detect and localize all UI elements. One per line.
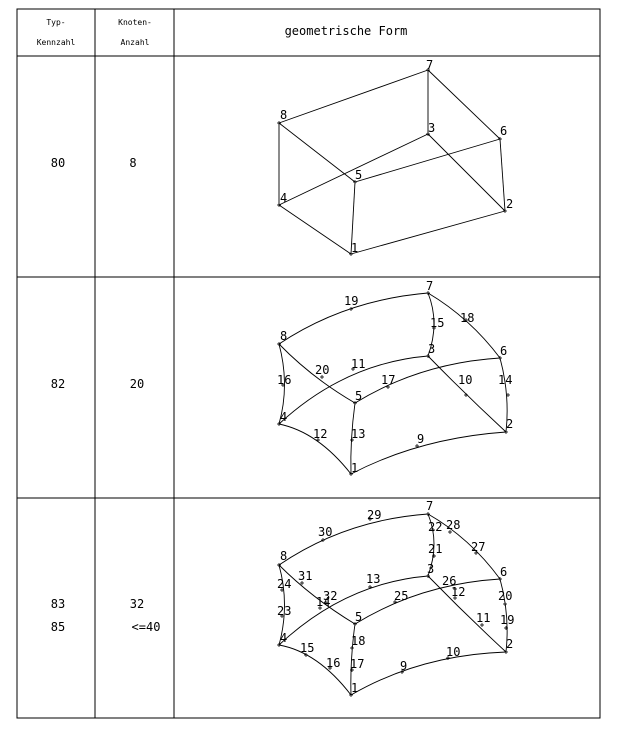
hexahedron-20-node-figure xyxy=(277,279,513,476)
hex32-node-label: 2 xyxy=(506,637,514,651)
hex20-node-label: 15 xyxy=(430,316,445,330)
row2-typ: 82 xyxy=(50,377,66,391)
row3-typ: 83 xyxy=(50,597,66,611)
hex32-node-label: 12 xyxy=(451,585,466,599)
hex20-node-label: 4 xyxy=(280,410,288,424)
hex8-node-label: 8 xyxy=(280,108,288,122)
hex32-node-label: 14 xyxy=(316,595,331,609)
hex8-node-label: 7 xyxy=(426,58,434,72)
hex20-node-label: 16 xyxy=(277,373,292,387)
hex20-node-label: 2 xyxy=(506,417,514,431)
hex8-node-label: 4 xyxy=(280,191,288,205)
hex32-node-label: 28 xyxy=(446,518,461,532)
header-geometrische-form: geometrische Form xyxy=(284,24,408,38)
hex32-node-label: 29 xyxy=(367,508,382,522)
hex20-node-label: 17 xyxy=(381,373,396,387)
hex20-node-label: 13 xyxy=(351,427,366,441)
header-knoten-line1: Knoten- xyxy=(118,18,152,27)
hex32-node-label: 1 xyxy=(351,681,359,695)
table-grid xyxy=(17,9,600,718)
hex32-node-label: 5 xyxy=(355,610,363,624)
header-typ-line2: Kennzahl xyxy=(36,38,76,47)
hex32-node-label: 31 xyxy=(298,569,313,583)
hex20-node-label: 10 xyxy=(458,373,473,387)
hex32-node-label: 21 xyxy=(428,542,443,556)
hex8-node-label: 6 xyxy=(500,124,508,138)
hex32-node-label: 7 xyxy=(426,499,434,513)
row3-typ2: 85 xyxy=(50,620,66,634)
hex32-node-label: 10 xyxy=(446,645,461,659)
hex32-node-label: 8 xyxy=(280,549,288,563)
hex32-node-label: 17 xyxy=(350,657,365,671)
hex20-node-label: 1 xyxy=(351,461,359,475)
hex32-node-label: 9 xyxy=(400,659,408,673)
hex8-node-label: 3 xyxy=(428,121,436,135)
hex20-node-label: 3 xyxy=(428,342,436,356)
hex20-node-label: 11 xyxy=(351,357,366,371)
hex32-node-label: 27 xyxy=(471,540,486,554)
hex32-node-label: 25 xyxy=(394,589,409,603)
header-knoten-line2: Anzahl xyxy=(120,38,150,47)
hex8-node-label: 5 xyxy=(355,168,363,182)
hex8-node-label: 1 xyxy=(351,241,359,255)
hex20-node-label: 9 xyxy=(417,432,425,446)
hex20-node-label: 18 xyxy=(460,311,475,325)
hex20-node-label: 7 xyxy=(426,279,434,293)
hex20-node-label: 5 xyxy=(355,389,363,403)
hexahedron-32-node-figure xyxy=(277,499,514,697)
hex32-node-label: 20 xyxy=(498,589,513,603)
hex32-node-label: 15 xyxy=(300,641,315,655)
hex20-node-label: 8 xyxy=(280,329,288,343)
hex32-node-label: 3 xyxy=(427,562,435,576)
hex8-node-label: 2 xyxy=(506,197,514,211)
hex20-node-label: 20 xyxy=(315,363,330,377)
hex32-node-label: 13 xyxy=(366,572,381,586)
hex32-node-label: 22 xyxy=(428,520,443,534)
hex20-node-label: 12 xyxy=(313,427,328,441)
hex32-node-label: 6 xyxy=(500,565,508,579)
row1-knoten: 8 xyxy=(129,156,137,170)
hex32-node-label: 16 xyxy=(326,656,341,670)
hex32-node-label: 30 xyxy=(318,525,333,539)
hex32-node-label: 19 xyxy=(500,613,515,627)
hex32-node-label: 11 xyxy=(476,611,491,625)
hex20-node-label: 19 xyxy=(344,294,359,308)
row1-typ: 80 xyxy=(50,156,66,170)
row3-knoten2: <=40 xyxy=(131,620,161,634)
hex20-node-label: 6 xyxy=(500,344,508,358)
hex32-node-label: 4 xyxy=(280,631,288,645)
hex32-node-label: 18 xyxy=(351,634,366,648)
hex32-node-label: 23 xyxy=(277,604,292,618)
header-typ-line1: Typ- xyxy=(46,18,66,27)
hex32-node-label: 32 xyxy=(323,589,338,603)
hex32-node-label: 24 xyxy=(277,577,292,591)
hexahedron-8-node-figure xyxy=(277,58,513,256)
row3-knoten: 32 xyxy=(129,597,145,611)
hex8-edges xyxy=(279,70,508,254)
hex32-node-label: 26 xyxy=(442,574,457,588)
row2-knoten: 20 xyxy=(129,377,145,391)
hex20-node-label: 14 xyxy=(498,373,513,387)
